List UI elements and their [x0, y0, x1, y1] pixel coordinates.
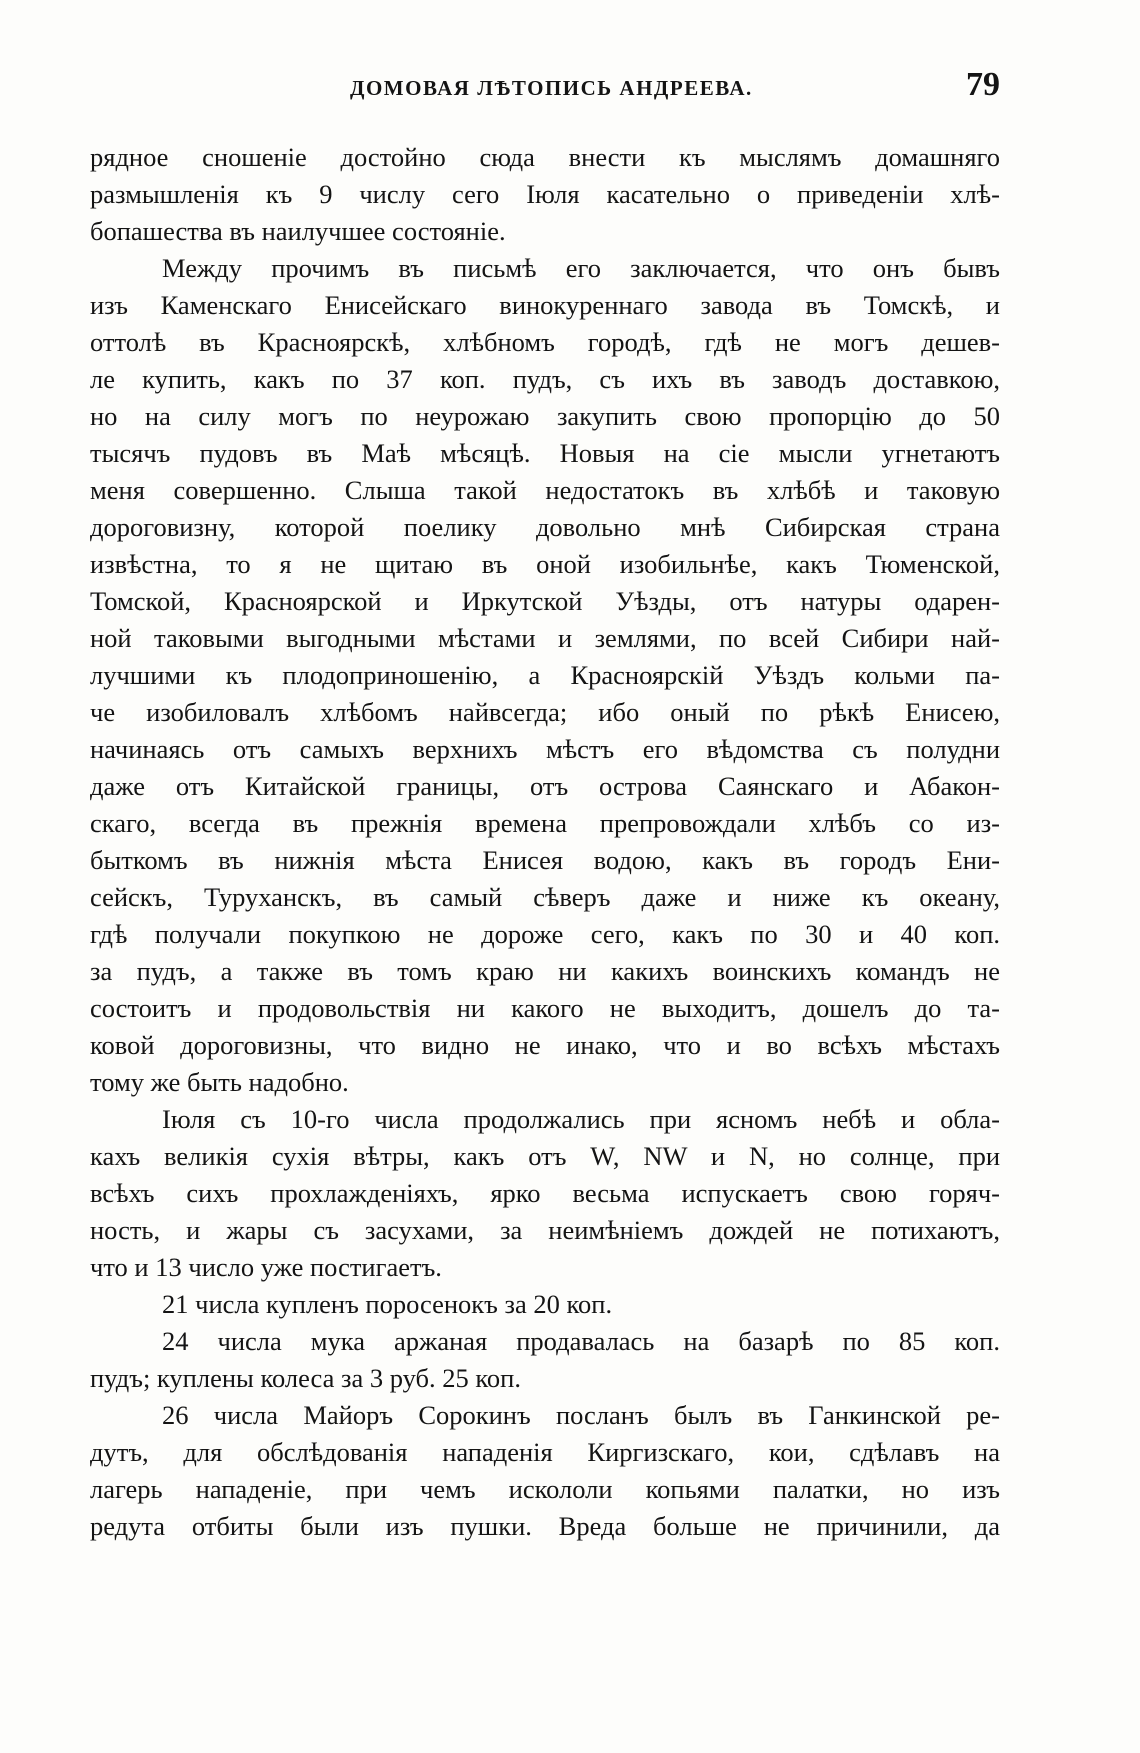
text-line: кахъ великія сухія вѣтры, какъ отъ W, NW и N, но солнце, при — [90, 1141, 1000, 1171]
text-line: 24 числа мука аржаная продавалась на базарѣ по 85 коп. — [162, 1326, 1000, 1356]
text-line: лагерь нападеніе, при чемъ искололи копьями палатки, но изъ — [90, 1474, 1000, 1504]
text-line: что и 13 число уже постигаетъ. — [90, 1252, 442, 1282]
page-number: 79 — [966, 66, 1000, 103]
text-line: состоитъ и продовольствія ни какого не выходитъ, дошелъ до та- — [90, 993, 1000, 1023]
text-line: но на силу могъ по неурожаю закупить свою пропорцію до 50 — [90, 401, 1000, 431]
text-line: дутъ, для обслѣдованія нападенія Киргизскаго, кои, сдѣлавъ на — [90, 1437, 1000, 1467]
text-line: Томской, Красноярской и Иркутской Уѣзды, отъ натуры одарен- — [90, 586, 1000, 616]
text-line: даже отъ Китайской границы, отъ острова Саянскаго и Абакон- — [90, 771, 1000, 801]
text-line: пудъ; куплены колеса за 3 руб. 25 коп. — [90, 1363, 521, 1393]
running-title: ДОМОВАЯ ЛѢТОПИСЬ АНДРЕЕВА. — [350, 76, 753, 100]
text-line: Между прочимъ въ письмѣ его заключается, что онъ бывъ — [162, 253, 1000, 283]
page-header — [90, 68, 1000, 108]
body-text — [90, 139, 1000, 1545]
text-line: тому же быть надобно. — [90, 1067, 349, 1097]
text-line: за пудъ, а также въ томъ краю ни какихъ воинскихъ командъ не — [90, 956, 1000, 986]
text-line: изъ Каменскаго Енисейскаго винокуреннаго завода въ Томскѣ, и — [90, 290, 1000, 320]
text-line: размышленія къ 9 числу сего Іюля касательно о приведеніи хлѣ- — [90, 179, 1000, 209]
text-line: быткомъ въ нижнія мѣста Енисея водою, какъ въ городъ Ени- — [90, 845, 1000, 875]
text-line: ность, и жары съ засухами, за неимѣніемъ дождей не потихаютъ, — [90, 1215, 1000, 1245]
text-line: меня совершенно. Слыша такой недостатокъ въ хлѣбѣ и таковую — [90, 475, 1000, 505]
text-line: начинаясь отъ самыхъ верхнихъ мѣстъ его вѣдомства съ полудни — [90, 734, 1000, 764]
text-line: всѣхъ сихъ прохлажденіяхъ, ярко весьма испускаетъ свою горяч- — [90, 1178, 1000, 1208]
text-line: редута отбиты были изъ пушки. Вреда больше не причинили, да — [90, 1511, 1000, 1541]
text-line: Іюля съ 10-го числа продолжались при ясномъ небѣ и обла- — [162, 1104, 1000, 1134]
text-line: 21 числа купленъ поросенокъ за 20 коп. — [162, 1289, 613, 1319]
text-line: бопашества въ наилучшее состояніе. — [90, 216, 506, 246]
text-line: дороговизну, которой поелику довольно мнѣ Сибирская страна — [90, 512, 1000, 542]
text-line: сейскъ, Туруханскъ, въ самый сѣверъ даже и ниже къ океану, — [90, 882, 1000, 912]
text-line: тысячъ пудовъ въ Маѣ мѣсяцѣ. Новыя на сіе мысли угнетаютъ — [90, 438, 1000, 468]
text-line: лучшими къ плодоприношенію, а Красноярскій Уѣздъ кольми па- — [90, 660, 1000, 690]
text-line: ле купить, какъ по 37 коп. пудъ, съ ихъ въ заводъ доставкою, — [90, 364, 1000, 394]
text-line: 26 числа Майоръ Сорокинъ посланъ былъ въ Ганкинской ре- — [162, 1400, 1000, 1430]
text-line: рядное сношеніе достойно сюда внести къ мыслямъ домашняго — [90, 142, 1000, 172]
text-line: гдѣ получали покупкою не дороже сего, какъ по 30 и 40 коп. — [90, 919, 1000, 949]
text-line: скаго, всегда въ прежнія времена препровождали хлѣбъ со из- — [90, 808, 1000, 838]
text-line: ковой дороговизны, что видно не инако, что и во всѣхъ мѣстахъ — [90, 1030, 1000, 1060]
text-line: оттолѣ въ Красноярскѣ, хлѣбномъ городѣ, гдѣ не могъ дешев- — [90, 327, 1000, 357]
text-line: че изобиловалъ хлѣбомъ найвсегда; ибо оный по рѣкѣ Енисею, — [90, 697, 1000, 727]
text-line: извѣстна, то я не щитаю въ оной изобильнѣе, какъ Тюменской, — [90, 549, 1000, 579]
text-line: ной таковыми выгодными мѣстами и землями, по всей Сибири най- — [90, 623, 1000, 653]
